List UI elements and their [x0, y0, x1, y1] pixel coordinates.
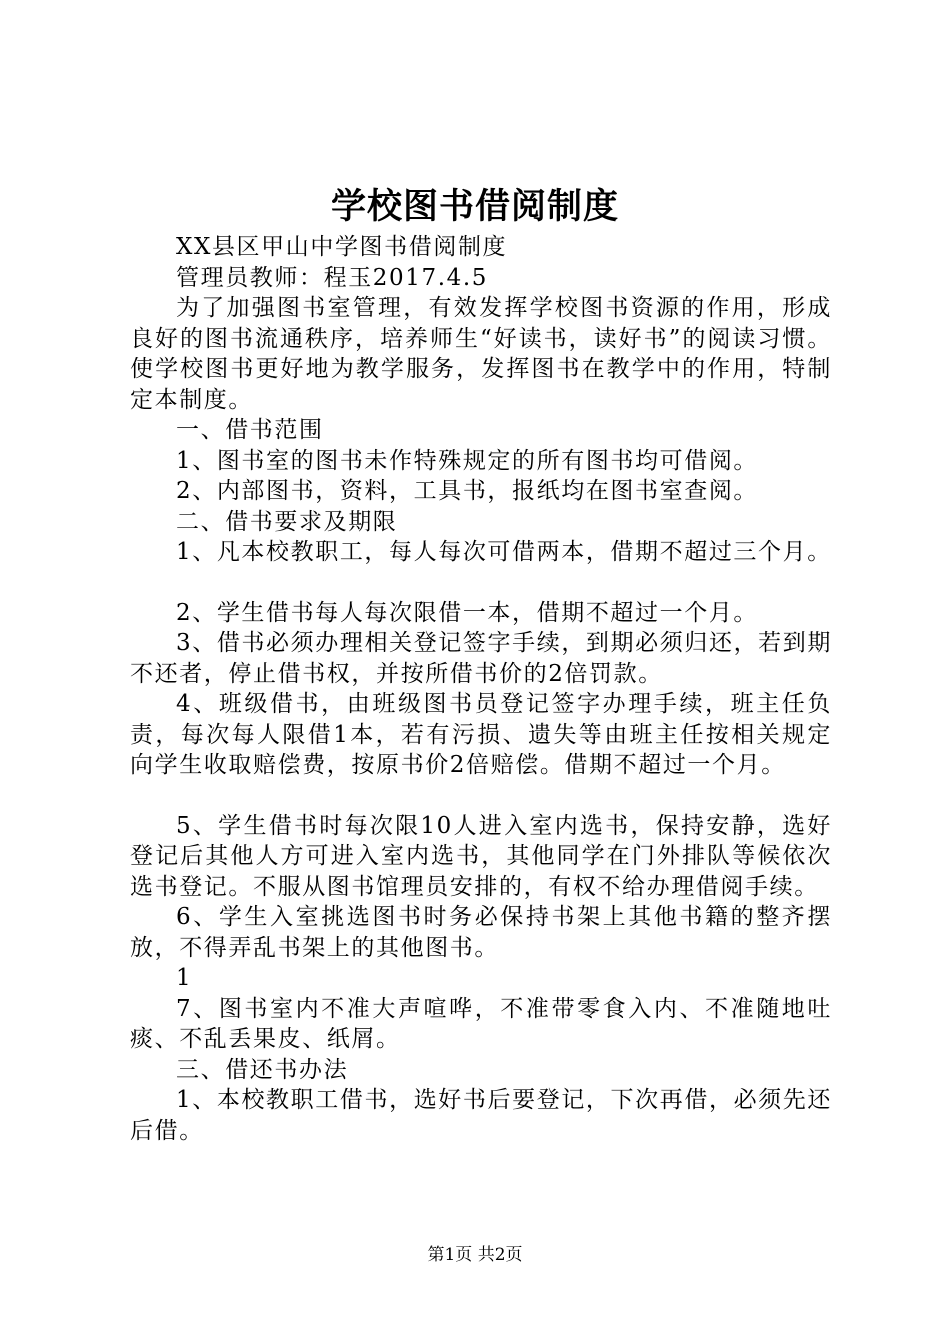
paragraph-item: 2、内部图书，资料，工具书，报纸均在图书室查阅。	[176, 478, 759, 504]
paragraph-item: 1、本校教职工借书，选好书后要登记，下次再借，必须先还后借。	[130, 1087, 832, 1144]
paragraph-item: 6、学生入室挑选图书时务必保持书架上其他书籍的整齐摆放，不得弄乱书架上的其他图书。	[130, 904, 832, 961]
paragraph-school-heading: XX县区甲山中学图书借阅制度	[176, 234, 508, 260]
paragraph-item: 5、学生借书时每次限10人进入室内选书，保持安静，选好登记后其他人方可进入室内选书，其他同学在门外排队等候依次选书登记。不服从图书馆理员安排的，有权不给办理借阅手续。	[130, 812, 832, 900]
paragraph-item: 1、图书室的图书未作特殊规定的所有图书均可借阅。	[176, 447, 759, 474]
paragraph-item: 7、图书室内不准大声喧哗，不准带零食入内、不准随地吐痰、不乱丢果皮、纸屑。	[130, 995, 832, 1052]
paragraph-item: 1、凡本校教职工，每人每次可借两本，借期不超过三个月。	[176, 539, 832, 565]
paragraph-item: 3、借书必须办理相关登记签字手续，到期必须归还，若到期不还者，停止借书权，并按所借书价的2倍罚款。	[130, 630, 832, 687]
document-body	[130, 232, 832, 1146]
page-number: 第1页 共2页	[427, 1245, 523, 1265]
paragraph-intro: 为了加强图书室管理，有效发挥学校图书资源的作用，形成良好的图书流通秩序，培养师生“好读书，读好书”的阅读习惯。使学校图书更好地为教学服务，发挥图书在教学中的作用，特制定本制度。	[130, 295, 832, 413]
section-heading-return: 三、借还书办法	[176, 1056, 349, 1083]
paragraph-author: 管理员教师：程玉2017.4.5	[176, 264, 489, 291]
section-heading-scope: 一、借书范围	[176, 417, 324, 443]
section-heading-requirements: 二、借书要求及期限	[176, 508, 398, 535]
page-title: 学校图书借阅制度	[330, 186, 619, 227]
paragraph-item: 2、学生借书每人每次限借一本，借期不超过一个月。	[176, 599, 759, 626]
paragraph-stray-number: 1	[176, 965, 193, 991]
paragraph-item: 4、班级借书，由班级图书员登记签字办理手续，班主任负责，每次每人限借1本，若有污损、遗失等由班主任按相关规定向学生收取赔偿费，按原书价2倍赔偿。借期不超过一个月。	[130, 691, 832, 778]
